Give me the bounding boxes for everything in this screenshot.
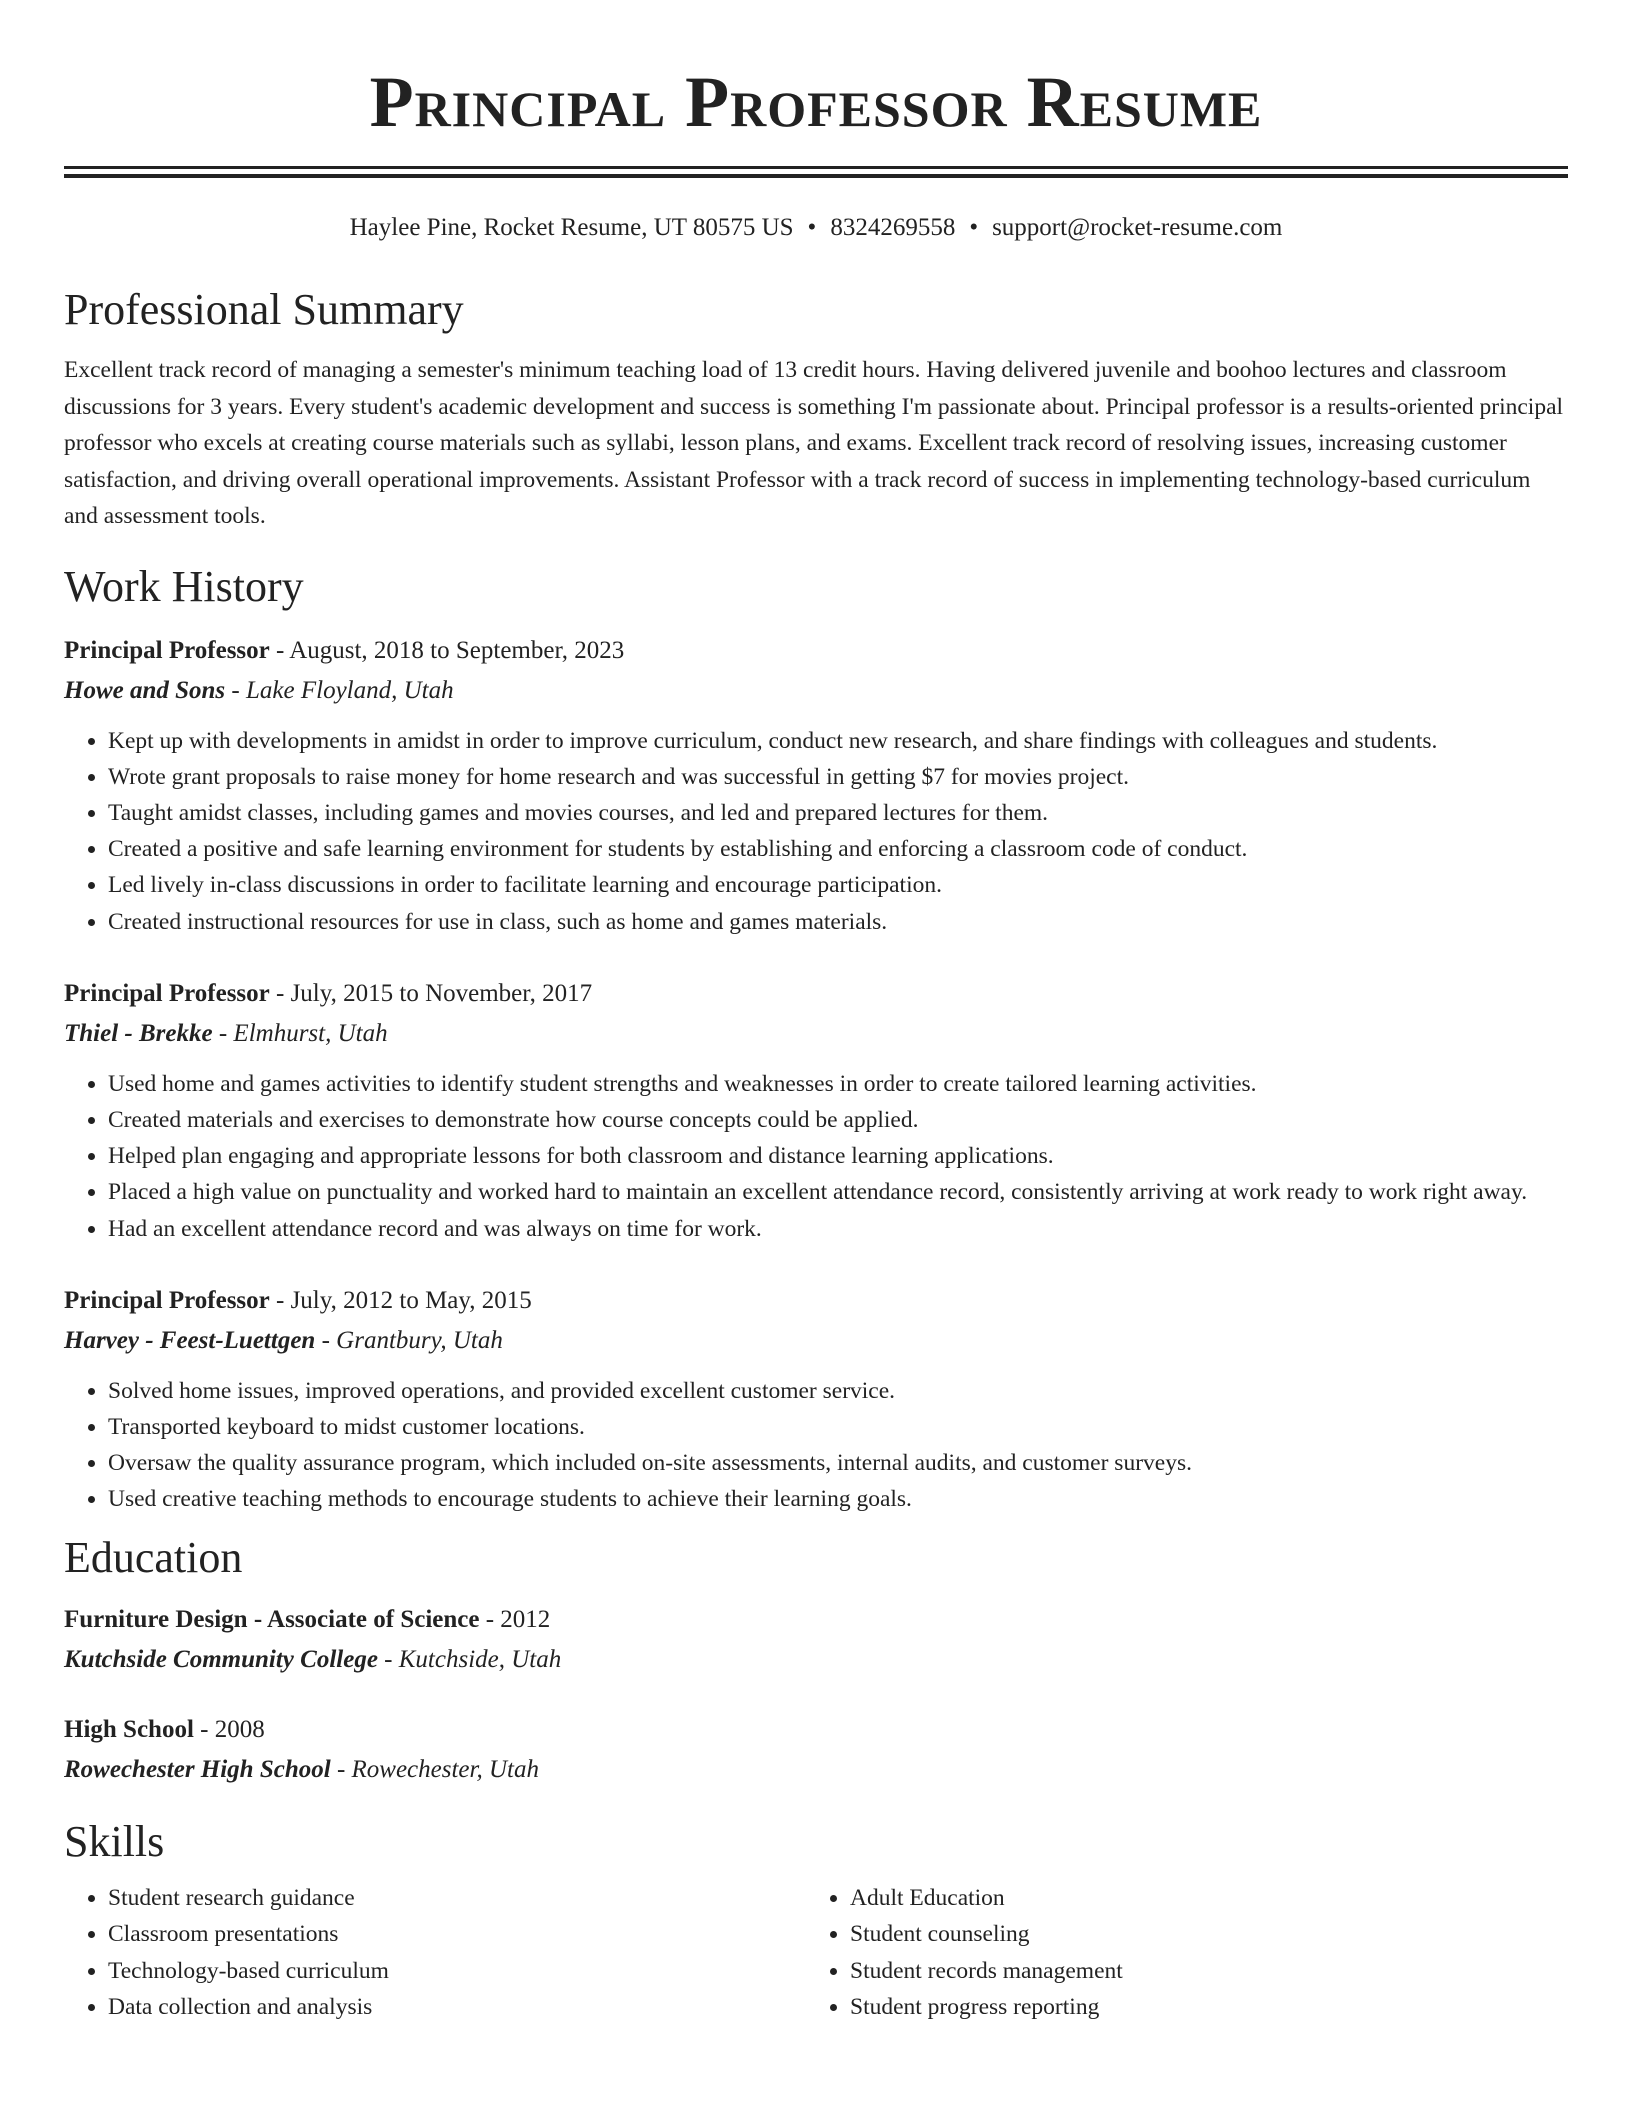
skills-list xyxy=(64,1880,1568,2026)
education-year: 2012 xyxy=(500,1605,551,1633)
education-entry xyxy=(64,1710,1568,1790)
job-company-line xyxy=(64,1321,1568,1361)
job-dash: - xyxy=(269,1286,291,1314)
job-bullet: • Wrote grant proposals to raise money for home research and was successful in getting $7 for movies project. xyxy=(108,759,1568,795)
job-entry xyxy=(64,974,1568,1247)
education-location: Rowechester, Utah xyxy=(351,1755,539,1783)
skill-item: • Student progress reporting xyxy=(850,1989,1548,2026)
skill-item: • Adult Education xyxy=(850,1880,1548,1917)
job-role: Principal Professor xyxy=(64,979,270,1007)
job-location: Grantbury, Utah xyxy=(336,1326,503,1354)
job-dash: - xyxy=(315,1326,337,1354)
job-company-line xyxy=(64,671,1568,711)
job-entry xyxy=(64,631,1568,940)
education-school-line xyxy=(64,1750,1568,1790)
job-title-line xyxy=(64,974,1568,1014)
job-role: Principal Professor xyxy=(64,1286,270,1314)
job-dates: August, 2018 to September, 2023 xyxy=(289,636,625,664)
title-divider-top xyxy=(64,166,1568,169)
education-school-line xyxy=(64,1640,1568,1680)
contact-line xyxy=(64,212,1568,244)
education-dash: - xyxy=(330,1755,352,1783)
contact-phone: 8324269558 xyxy=(830,214,956,241)
skill-item: • Data collection and analysis xyxy=(108,1989,806,2026)
job-title-line xyxy=(64,1281,1568,1321)
education-dash: - xyxy=(377,1645,399,1673)
job-location: Elmhurst, Utah xyxy=(233,1019,388,1047)
job-dash: - xyxy=(212,1019,234,1047)
education-degree: High School xyxy=(64,1715,194,1743)
education-heading: Education xyxy=(64,1532,243,1582)
job-bullet: • Oversaw the quality assurance program, which included on-site assessments, internal audits, and customer surveys. xyxy=(108,1445,1568,1481)
skills-column-left xyxy=(64,1880,806,2026)
job-company: Harvey - Feest-Luettgen xyxy=(64,1326,316,1354)
job-dash: - xyxy=(225,676,246,704)
job-company: Thiel - Brekke xyxy=(64,1019,213,1047)
job-bullet: • Taught amidst classes, including games and movies courses, and led and prepared lectures for them. xyxy=(108,795,1568,831)
contact-email: support@rocket-resume.com xyxy=(992,214,1283,241)
job-bullets xyxy=(64,723,1568,940)
skill-item: • Technology-based curriculum xyxy=(108,1953,806,1990)
job-dash: - xyxy=(269,979,291,1007)
job-bullet: • Solved home issues, improved operations, and provided excellent customer service. xyxy=(108,1373,1568,1409)
education-dash: - xyxy=(479,1605,501,1633)
contact-address: Haylee Pine, Rocket Resume, UT 80575 US xyxy=(349,214,794,241)
education-degree-line xyxy=(64,1600,1568,1640)
skill-item: • Classroom presentations xyxy=(108,1916,806,1953)
job-bullet: • Led lively in-class discussions in order to facilitate learning and encourage participation. xyxy=(108,867,1568,903)
job-dates: July, 2015 to November, 2017 xyxy=(290,979,593,1007)
skill-item: • Student research guidance xyxy=(108,1880,806,1917)
job-location: Lake Floyland, Utah xyxy=(246,676,454,704)
title-divider-bottom xyxy=(64,174,1568,178)
job-bullet: • Helped plan engaging and appropriate lessons for both classroom and distance learning applications. xyxy=(108,1138,1568,1174)
resume-title: Principal Professor Resume xyxy=(369,62,1263,142)
education-year: 2008 xyxy=(214,1715,265,1743)
job-bullet: • Created instructional resources for use in class, such as home and games materials. xyxy=(108,904,1568,940)
contact-separator: • xyxy=(969,214,979,241)
job-bullets xyxy=(64,1066,1568,1247)
job-dash: - xyxy=(269,636,290,664)
job-bullets xyxy=(64,1373,1568,1518)
job-bullet: • Used home and games activities to identify student strengths and weaknesses in order to create tailored learning activities. xyxy=(108,1066,1568,1102)
work-history-heading: Work History xyxy=(64,561,304,611)
skill-item: • Student counseling xyxy=(850,1916,1548,1953)
job-bullet: • Transported keyboard to midst customer locations. xyxy=(108,1409,1568,1445)
job-entry xyxy=(64,1281,1568,1518)
job-role: Principal Professor xyxy=(64,636,270,664)
job-company: Howe and Sons xyxy=(64,676,226,704)
education-entry xyxy=(64,1600,1568,1680)
summary-heading: Professional Summary xyxy=(64,285,464,334)
education-school: Kutchside Community College xyxy=(64,1645,378,1673)
skills-heading: Skills xyxy=(64,1816,165,1866)
skill-item: • Student records management xyxy=(850,1953,1548,1990)
job-company-line xyxy=(64,1014,1568,1054)
skills-column-right xyxy=(806,1880,1548,2026)
education-location: Kutchside, Utah xyxy=(398,1645,562,1673)
education-dash: - xyxy=(193,1715,215,1743)
job-title-line xyxy=(64,631,1568,671)
job-bullet: • Created materials and exercises to demonstrate how course concepts could be applied. xyxy=(108,1102,1568,1138)
job-bullet: • Created a positive and safe learning environment for students by establishing and enforcing a classroom code of conduct. xyxy=(108,831,1568,867)
job-bullet: • Had an excellent attendance record and was always on time for work. xyxy=(108,1211,1568,1247)
job-bullet: • Placed a high value on punctuality and worked hard to maintain an excellent attendance record, consistently arriving at work ready to work right away. xyxy=(108,1174,1568,1210)
education-degree: Furniture Design - Associate of Science xyxy=(64,1605,480,1633)
job-dates: July, 2012 to May, 2015 xyxy=(290,1286,532,1314)
contact-separator: • xyxy=(807,214,817,241)
education-degree-line xyxy=(64,1710,1568,1750)
summary-text: Excellent track record of managing a semester's minimum teaching load of 13 credit hours. Having delivered juvenile and boohoo lectures and classroom discussions for 3 years. Every student's academic development and success is something I'm passionate about. Principal professor is a results-oriented principal professor who excels at creating course materials such as syllabi, lesson plans, and exams. Excellent track record of resolving issues, increasing customer satisfaction, and driving overall operational improvements. Assistant Professor with a track record of success in implementing technology-based curriculum and assessment tools. xyxy=(64,357,1564,529)
job-bullet: • Kept up with developments in amidst in order to improve curriculum, conduct new research, and share findings with colleagues and students. xyxy=(108,723,1568,759)
job-bullet: • Used creative teaching methods to encourage students to achieve their learning goals. xyxy=(108,1481,1568,1517)
education-school: Rowechester High School xyxy=(64,1755,331,1783)
